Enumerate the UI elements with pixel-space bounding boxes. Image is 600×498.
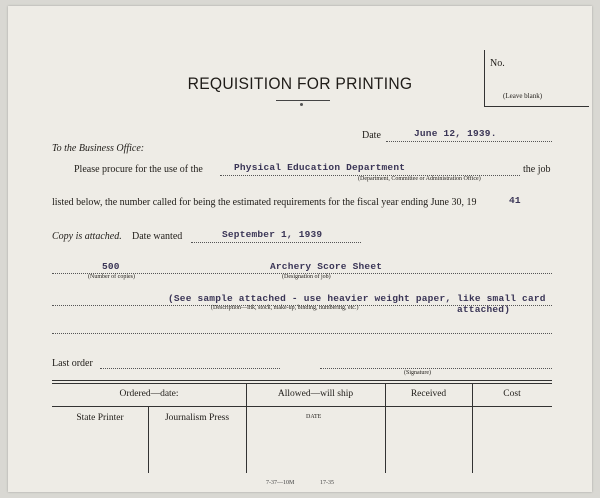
date-wanted-label: Date wanted [132, 231, 183, 242]
description-caption: (Description—Ink, stock, make-up, binding, numbering, etc.) [211, 305, 359, 311]
copy-attached-text: Copy is attached. [52, 231, 122, 242]
form-title: REQUISITION FOR PRINTING [187, 74, 413, 93]
signature-line [320, 368, 552, 369]
number-label: No. [490, 58, 505, 69]
description-value-2[interactable]: attached) [457, 304, 511, 315]
cost-header: Cost [503, 389, 521, 399]
job-caption: (Designation of job) [282, 274, 331, 280]
copies-caption: (Number of copies) [88, 274, 135, 280]
signature-caption: (Signature) [404, 370, 431, 376]
department-caption: (Department, Committee or Administration Office) [358, 176, 481, 182]
date-label: Date [362, 130, 381, 141]
date-line [386, 141, 552, 142]
print-code-1: 7-37—10M [266, 480, 295, 486]
date-value[interactable]: June 12, 1939. [414, 128, 497, 139]
description-line-2 [52, 333, 552, 334]
requisition-form [8, 6, 592, 492]
the-job-text: the job [523, 164, 551, 175]
received-header: Received [410, 389, 447, 399]
listed-below-text: listed below, the number called for being the estimated requirements for the fiscal year ending June 30, 19 [52, 197, 477, 208]
table-top-rule-2 [52, 383, 552, 384]
date-wanted-value[interactable]: September 1, 1939 [222, 229, 323, 240]
fiscal-year-value[interactable]: 41 [509, 195, 521, 206]
print-code-2: 17-35 [320, 480, 334, 486]
department-value[interactable]: Physical Education Department [234, 162, 406, 173]
last-order-label: Last order [52, 358, 93, 369]
copies-value[interactable]: 500 [102, 261, 120, 272]
to-business-office: To the Business Office: [52, 143, 145, 154]
table-header-rule [52, 406, 552, 407]
state-printer-label: State Printer [76, 413, 124, 423]
title-ornament [300, 103, 303, 106]
ordered-date-header: Ordered—date: [119, 389, 179, 399]
allowed-header: Allowed—will ship [277, 389, 354, 399]
table-top-rule [52, 380, 552, 381]
procure-text: Please procure for the use of the [74, 164, 203, 175]
date-wanted-line [191, 242, 361, 243]
journalism-press-label: Journalism Press [164, 413, 230, 423]
last-order-line [100, 368, 280, 369]
title-divider [276, 100, 330, 101]
date-small-label: DATE [306, 414, 322, 420]
job-value[interactable]: Archery Score Sheet [270, 261, 383, 272]
leave-blank-note: (Leave blank) [503, 92, 543, 100]
description-value-1[interactable]: (See sample attached - use heavier weight paper, like small card [168, 293, 546, 304]
